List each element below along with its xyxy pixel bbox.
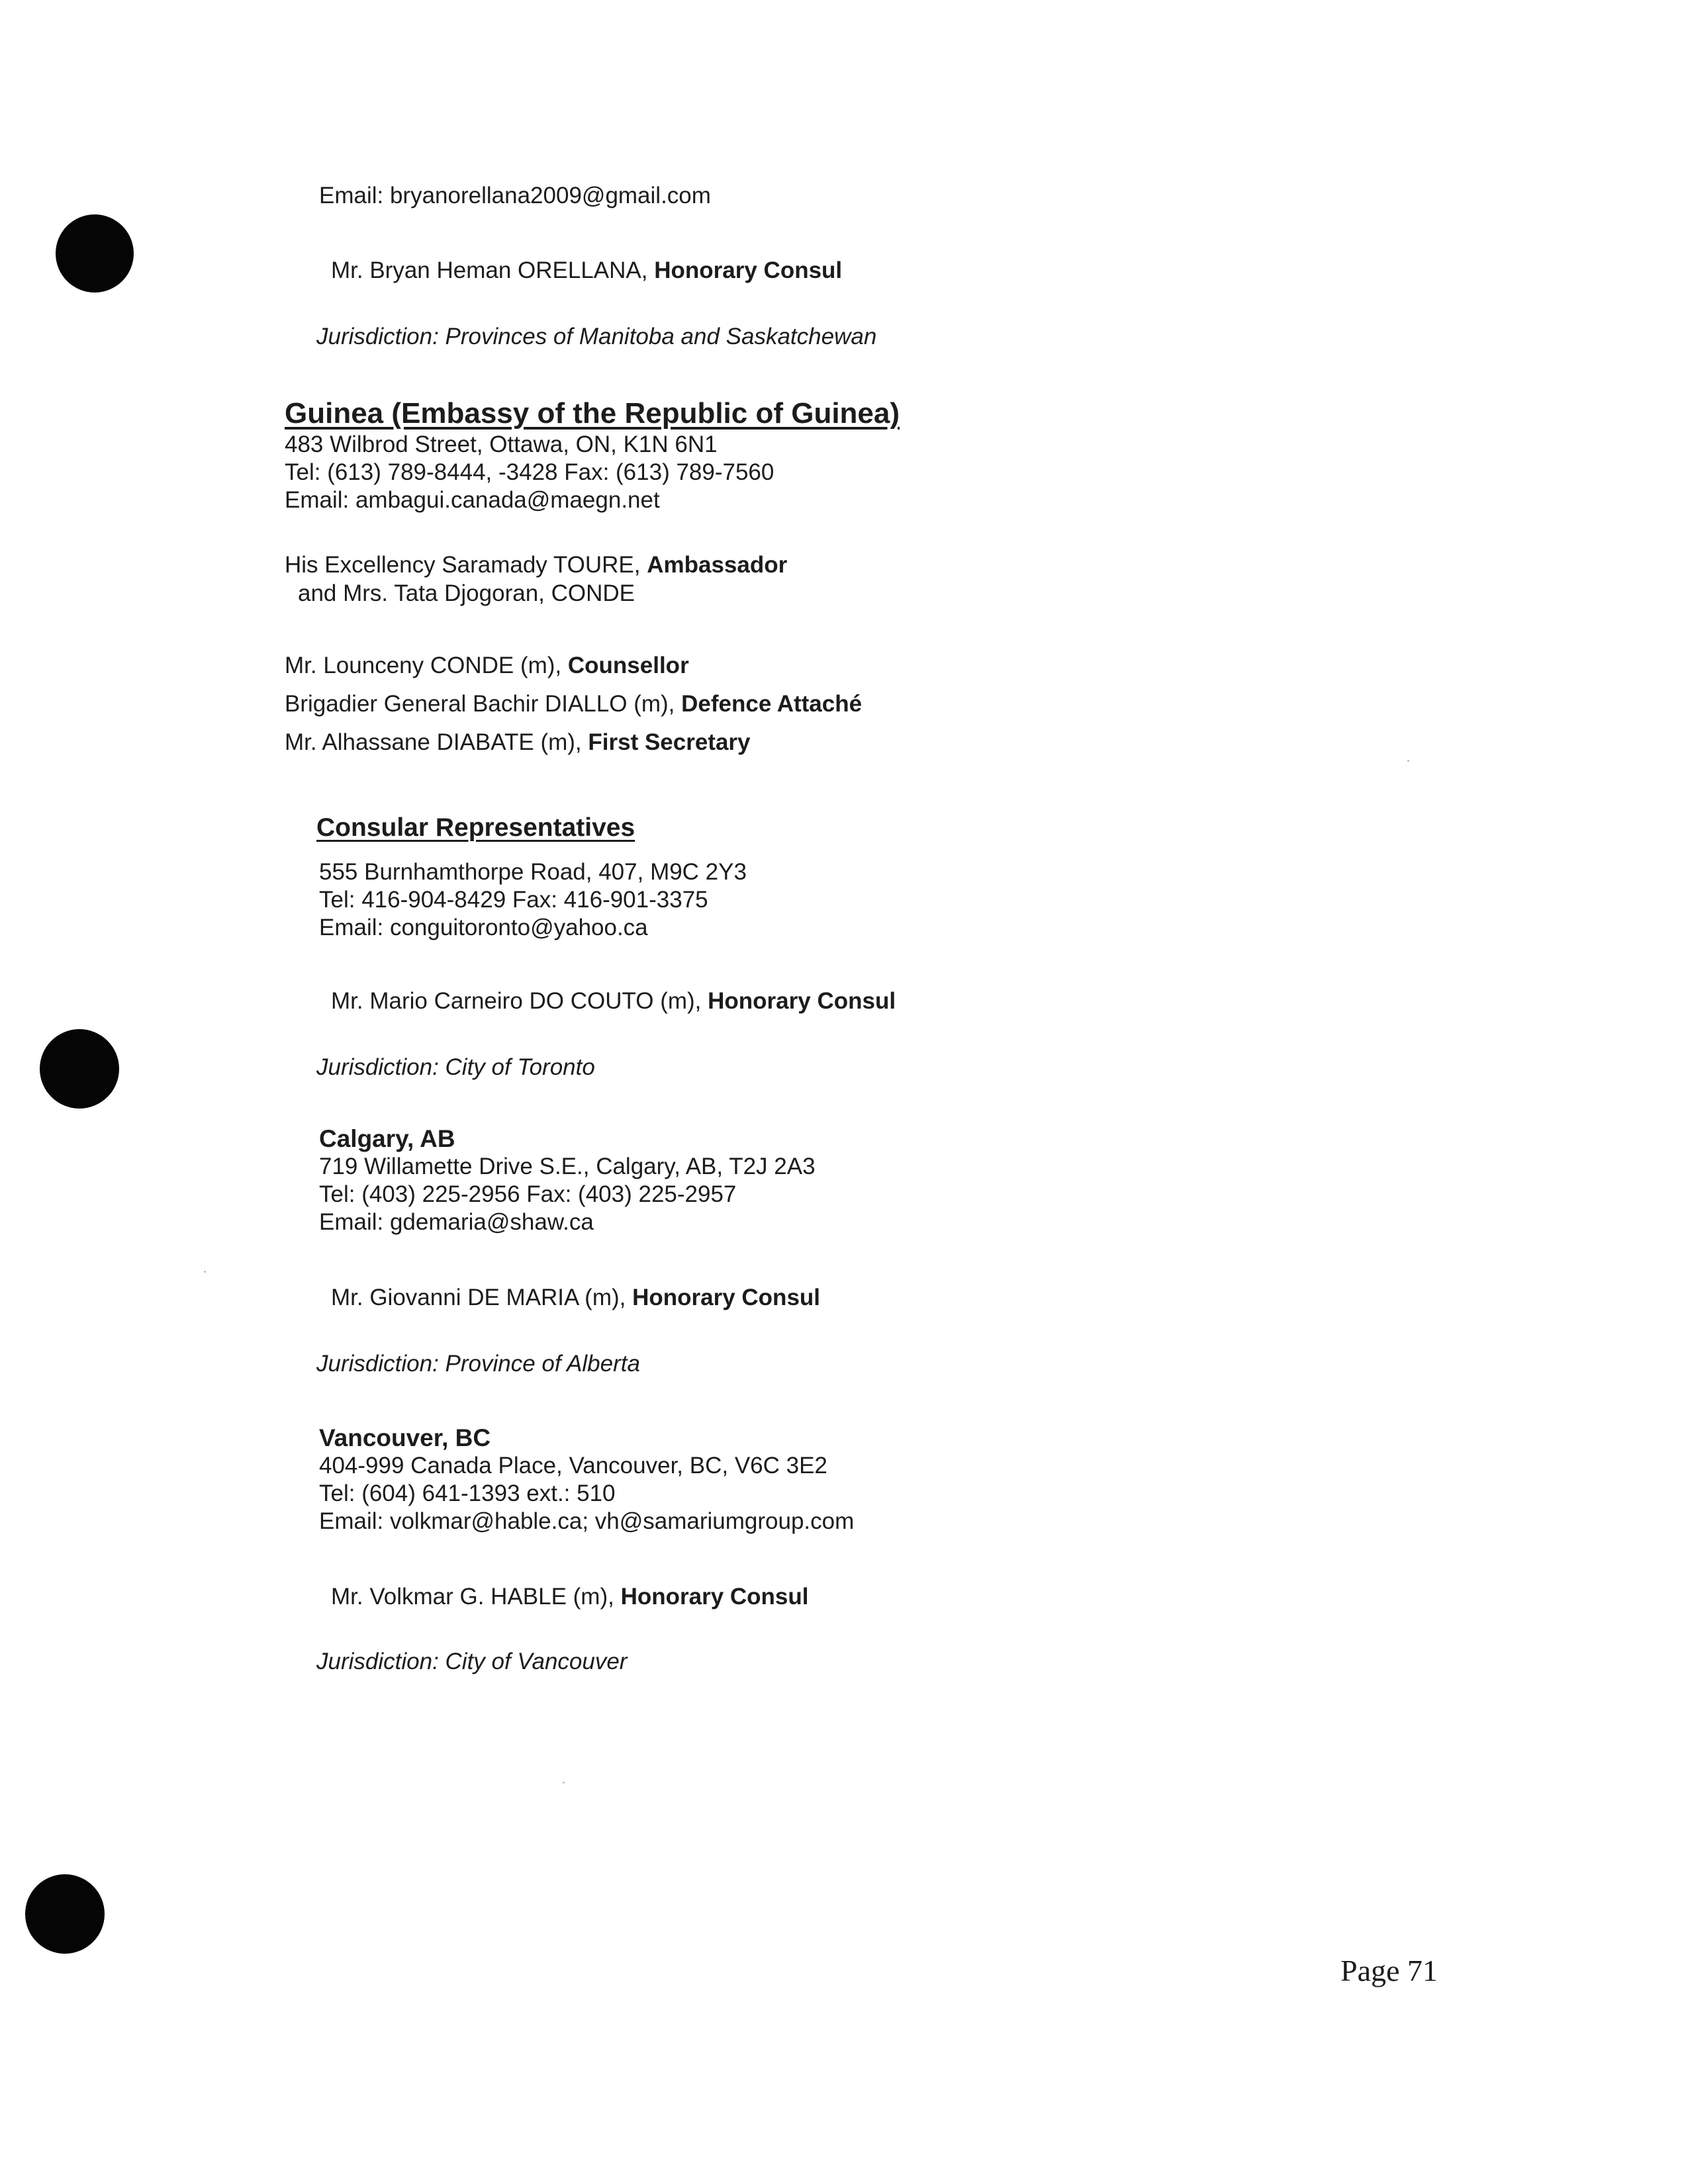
ambassador (285, 551, 787, 579)
staff-row (285, 652, 689, 680)
office-email: Email: gdemaria@shaw.ca (319, 1209, 594, 1235)
office-city: Vancouver, BC (319, 1424, 491, 1451)
consul-title: Honorary Consul (620, 1584, 809, 1610)
prev-consul-name: Mr. Bryan Heman ORELLANA, (331, 257, 655, 283)
staff-row (285, 690, 862, 718)
consul-name: Mr. Mario Carneiro DO COUTO (m), (331, 988, 708, 1014)
office-consul (331, 1284, 820, 1312)
staff-name: Mr. Alhassane DIABATE (m), (285, 729, 588, 755)
office-address: 555 Burnhamthorpe Road, 407, M9C 2Y3 (319, 859, 747, 885)
staff-title: First Secretary (588, 729, 751, 755)
staff-title: Counsellor (567, 653, 689, 678)
office-consul (331, 987, 896, 1015)
staff-row (285, 729, 751, 756)
scan-speck (1407, 760, 1409, 762)
punch-hole-bottom (25, 1874, 105, 1954)
consul-name: Mr. Giovanni DE MARIA (m), (331, 1285, 633, 1310)
consul-title: Honorary Consul (632, 1285, 821, 1310)
page-number: Page 71 (1340, 1954, 1438, 1987)
embassy-email: Email: ambagui.canada@maegn.net (285, 487, 660, 513)
punch-hole-middle (40, 1029, 119, 1109)
ambassador-name: His Excellency Saramady TOURE, (285, 552, 647, 578)
prev-consul (331, 257, 842, 285)
staff-name: Mr. Lounceny CONDE (m), (285, 653, 568, 678)
office-tel: Tel: (604) 641-1393 ext.: 510 (319, 1480, 616, 1506)
office-tel: Tel: 416-904-8429 Fax: 416-901-3375 (319, 887, 708, 913)
prev-email: Email: bryanorellana2009@gmail.com (319, 183, 711, 208)
office-tel: Tel: (403) 225-2956 Fax: (403) 225-2957 (319, 1181, 737, 1207)
consular-heading: Consular Representatives (316, 813, 635, 842)
office-address: 404-999 Canada Place, Vancouver, BC, V6C 3E2 (319, 1453, 827, 1479)
office-city: Calgary, AB (319, 1125, 455, 1152)
consul-name: Mr. Volkmar G. HABLE (m), (331, 1584, 621, 1610)
office-consul (331, 1583, 809, 1611)
embassy-address: 483 Wilbrod Street, Ottawa, ON, K1N 6N1 (285, 432, 718, 457)
ambassador-spouse: and Mrs. Tata Djogoran, CONDE (298, 580, 635, 606)
scan-speck (204, 1271, 206, 1273)
staff-title: Defence Attaché (681, 691, 863, 717)
office-email: Email: volkmar@hable.ca; vh@samariumgroup.com (319, 1508, 855, 1534)
punch-hole-top (56, 214, 134, 293)
prev-consul-title: Honorary Consul (654, 257, 843, 283)
office-jurisdiction: Jurisdiction: City of Toronto (316, 1054, 595, 1080)
embassy-tel: Tel: (613) 789-8444, -3428 Fax: (613) 789-7560 (285, 459, 774, 485)
ambassador-title: Ambassador (647, 552, 788, 578)
office-jurisdiction: Jurisdiction: Province of Alberta (316, 1351, 640, 1377)
office-email: Email: conguitoronto@yahoo.ca (319, 915, 648, 940)
office-address: 719 Willamette Drive S.E., Calgary, AB, T2J 2A3 (319, 1154, 816, 1179)
embassy-heading: Guinea (Embassy of the Republic of Guinea) (285, 397, 900, 430)
staff-name: Brigadier General Bachir DIALLO (m), (285, 691, 682, 717)
prev-jurisdiction: Jurisdiction: Provinces of Manitoba and Saskatchewan (316, 324, 877, 349)
scan-speck (563, 1782, 565, 1784)
consul-title: Honorary Consul (708, 988, 896, 1014)
office-jurisdiction: Jurisdiction: City of Vancouver (316, 1649, 628, 1674)
